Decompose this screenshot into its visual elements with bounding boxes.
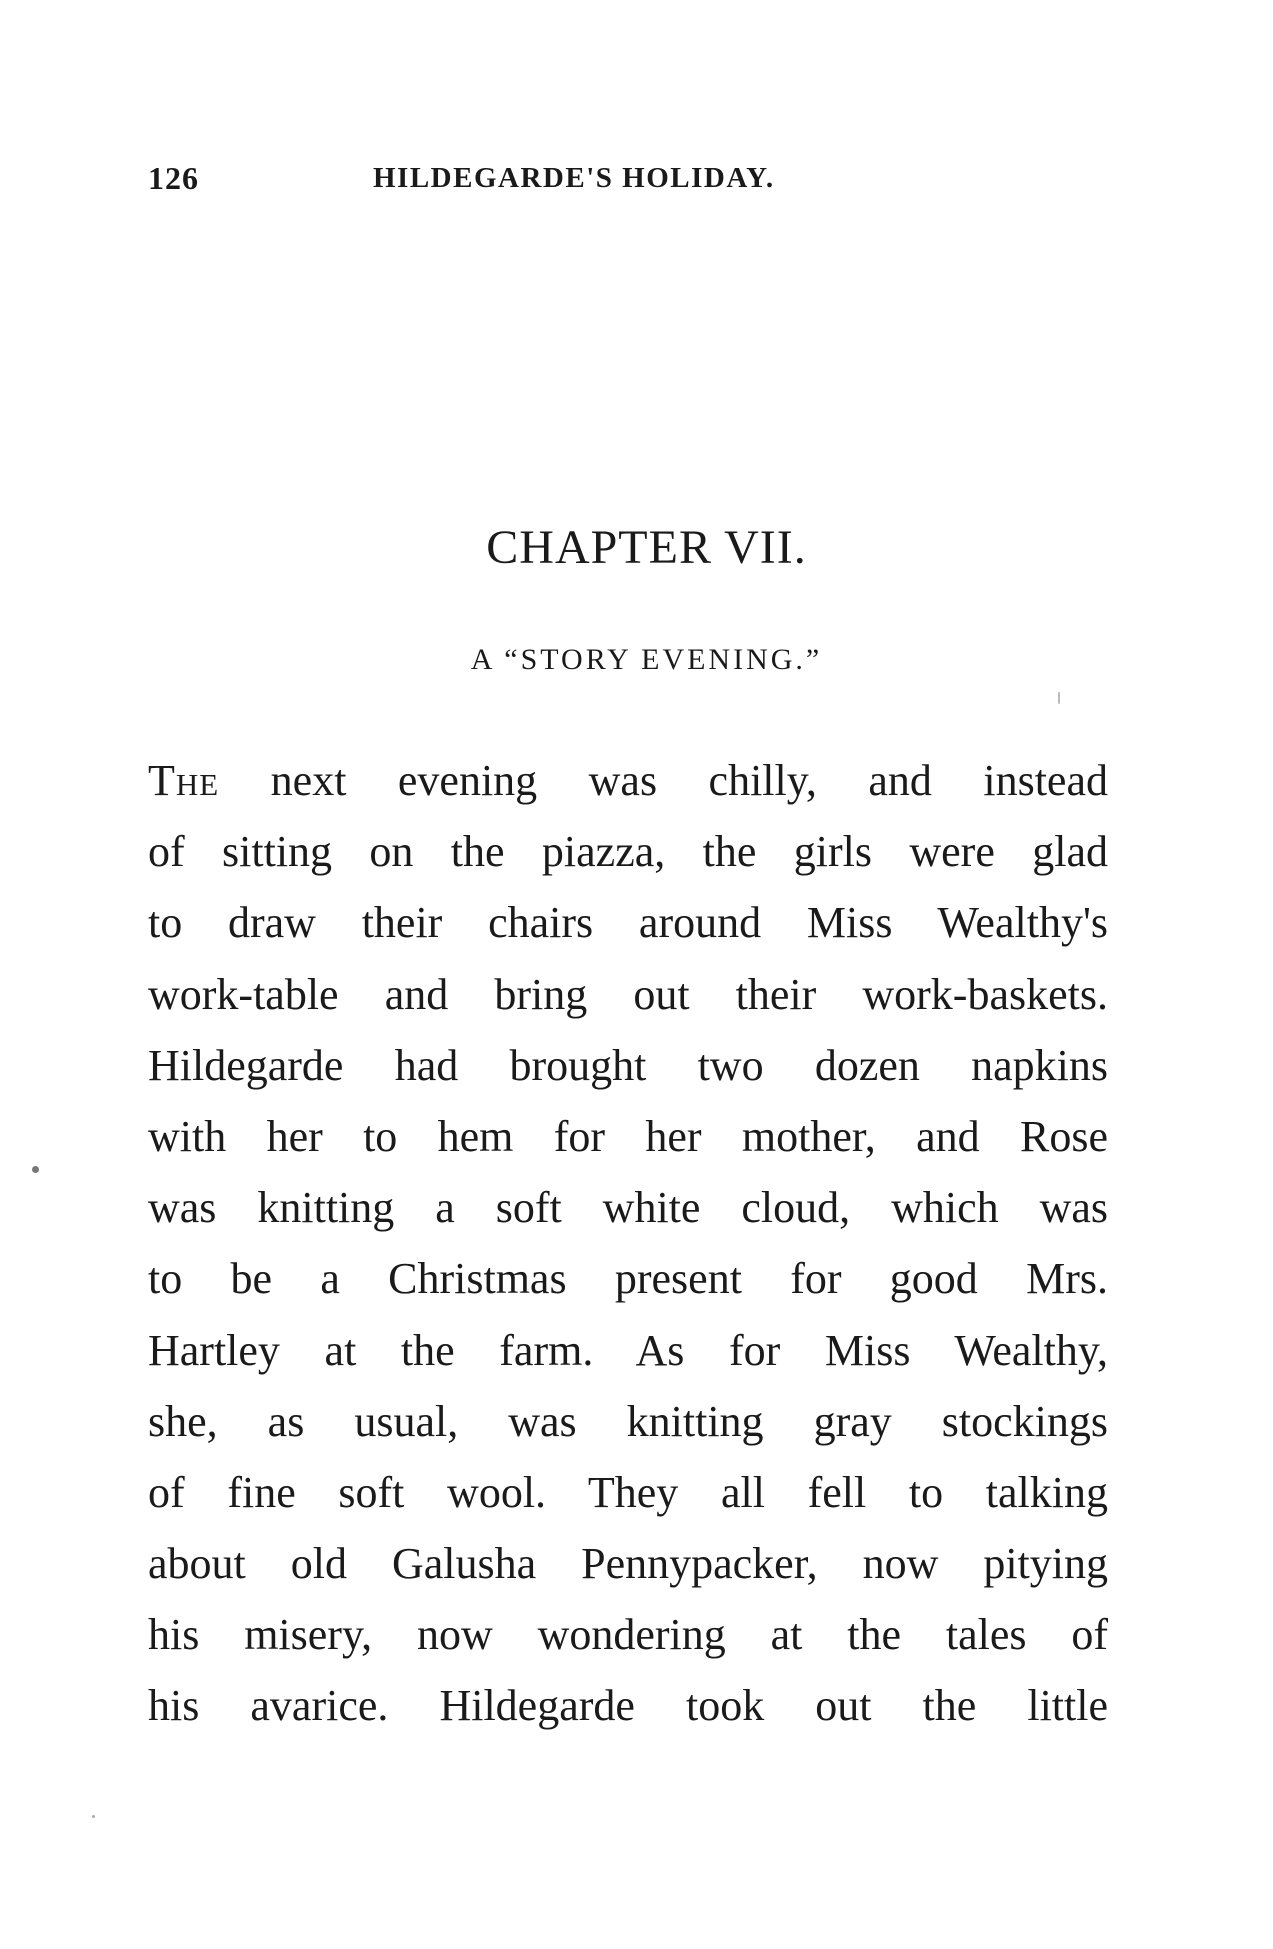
drop-word: The xyxy=(148,756,220,805)
text-line: of sitting on the piazza, the girls were glad xyxy=(148,827,1108,877)
text-line: his avarice. Hildegarde took out the little xyxy=(148,1681,1108,1731)
text-line: his misery, now wondering at the tales of xyxy=(148,1610,1108,1660)
text-line: to draw their chairs around Miss Wealthy's xyxy=(148,898,1108,948)
text-line: Hartley at the farm. As for Miss Wealthy, xyxy=(148,1325,1108,1375)
page-number: 126 xyxy=(148,160,199,196)
print-speck xyxy=(1058,692,1060,704)
text-line: work-table and bring out their work-baskets. xyxy=(148,969,1108,1019)
text-line: of fine soft wool. They all fell to talking xyxy=(148,1467,1108,1517)
text-line: was knitting a soft white cloud, which was xyxy=(148,1183,1108,1233)
print-speck xyxy=(92,1815,95,1818)
chapter-subtitle: A “STORY EVENING.” xyxy=(470,643,823,676)
first-line-rest: next evening was chilly, and instead xyxy=(219,756,1108,805)
text-line: Hildegarde had brought two dozen napkins xyxy=(148,1040,1108,1090)
running-head xyxy=(148,160,948,210)
text-line: about old Galusha Pennypacker, now pitying xyxy=(148,1539,1108,1589)
running-title: HILDEGARDE'S HOLIDAY. xyxy=(373,162,775,194)
text-line: she, as usual, was knitting gray stockings xyxy=(148,1396,1108,1446)
text-line: to be a Christmas present for good Mrs. xyxy=(148,1254,1108,1304)
print-speck xyxy=(32,1166,39,1173)
text-line xyxy=(148,745,1108,816)
chapter-heading: CHAPTER VII. xyxy=(486,521,807,574)
text-line: with her to hem for her mother, and Rose xyxy=(148,1111,1108,1161)
body-text xyxy=(148,745,1108,1742)
